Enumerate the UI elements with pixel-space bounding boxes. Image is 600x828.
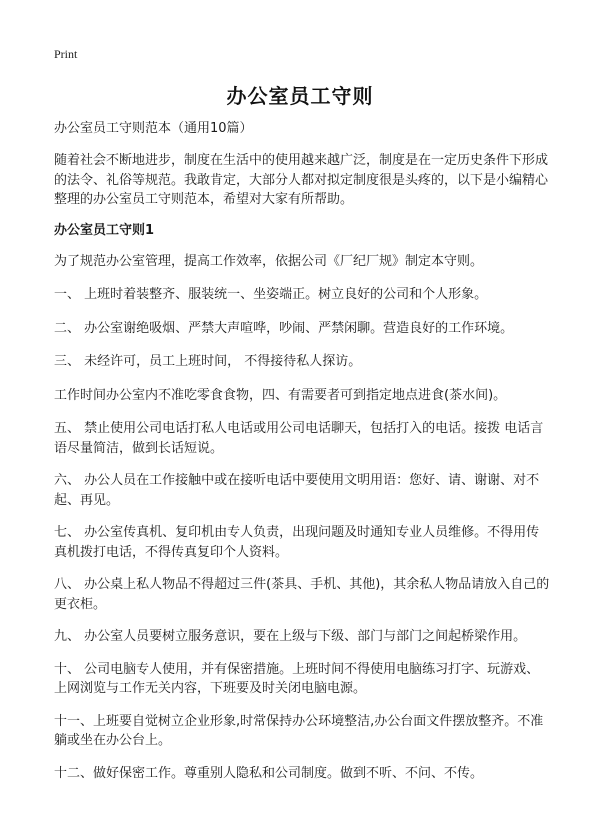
document-subtitle: 办公室员工守则范本（通用10篇）	[54, 121, 253, 136]
rule-paragraph: 五、 禁止使用公司电话打私人电话或用公司电话聊天，包括打入的电话。接拨 电话言语尽量简洁，做到长话短说。	[54, 421, 544, 456]
rule-paragraph: 一、 上班时着装整齐、服装统一、坐姿端正。树立良好的公司和个人形象。	[54, 287, 488, 302]
print-link[interactable]: Print	[54, 47, 78, 61]
rule-paragraph: 为了规范办公室管理，提高工作效率，依据公司《厂纪厂规》制定本守则。	[54, 253, 484, 269]
rule-paragraph: 工作时间办公室内不准吃零食食物，四、有需要者可到指定地点进食(茶水间)。	[54, 387, 507, 403]
rule-paragraph: 二、 办公室谢绝吸烟、严禁大声喧哗，吵闹、严禁闲聊。营造良好的工作环境。	[54, 320, 514, 336]
page-title: 办公室员工守则	[226, 84, 374, 108]
rule-paragraph: 八、 办公桌上私人物品不得超过三件(茶具、手机、其他)，其余私人物品请放入自己的更衣柜。	[54, 577, 550, 612]
section-heading: 办公室员工守则1	[54, 222, 155, 238]
intro-paragraph: 随着社会不断地进步，制度在生活中的使用越来越广泛，制度是在一定历史条件下形成的法令、礼俗等规范。我敢肯定，大部分人都对拟定制度很是头疼的，以下是小编精心整理的办公室员工守则范本，希望对大家有所帮助。	[54, 153, 549, 207]
rule-paragraph: 十二、做好保密工作。尊重别人隐私和公司制度。做到不听、不问、不传。	[54, 765, 484, 781]
rule-paragraph: 九、 办公室人员要树立服务意识，要在上级与下级、部门与部门之间起桥梁作用。	[54, 629, 527, 644]
document-body	[54, 119, 552, 797]
rule-paragraph: 十、 公司电脑专人使用，并有保密措施。上班时间不得使用电脑练习打字、玩游戏、上网浏览与工作无关内容，下班要及时关闭电脑电源。	[54, 661, 540, 696]
rule-paragraph: 六、 办公人员在工作接触中或在接听电话中要使用文明用语：您好、请、谢谢、对不起、再见。	[54, 473, 540, 508]
rule-paragraph: 三、 未经许可，员工上班时间， 不得接待私人探访。	[54, 354, 362, 369]
rule-paragraph: 七、 办公室传真机、复印机由专人负责，出现问题及时通知专业人员维修。不得用传真机拨打电话，不得传真复印个人资料。	[54, 525, 540, 560]
rule-paragraph: 十一、上班要自觉树立企业形象,时常保持办公环境整洁,办公台面文件摆放整齐。不准躺或坐在办公台上。	[54, 713, 544, 748]
